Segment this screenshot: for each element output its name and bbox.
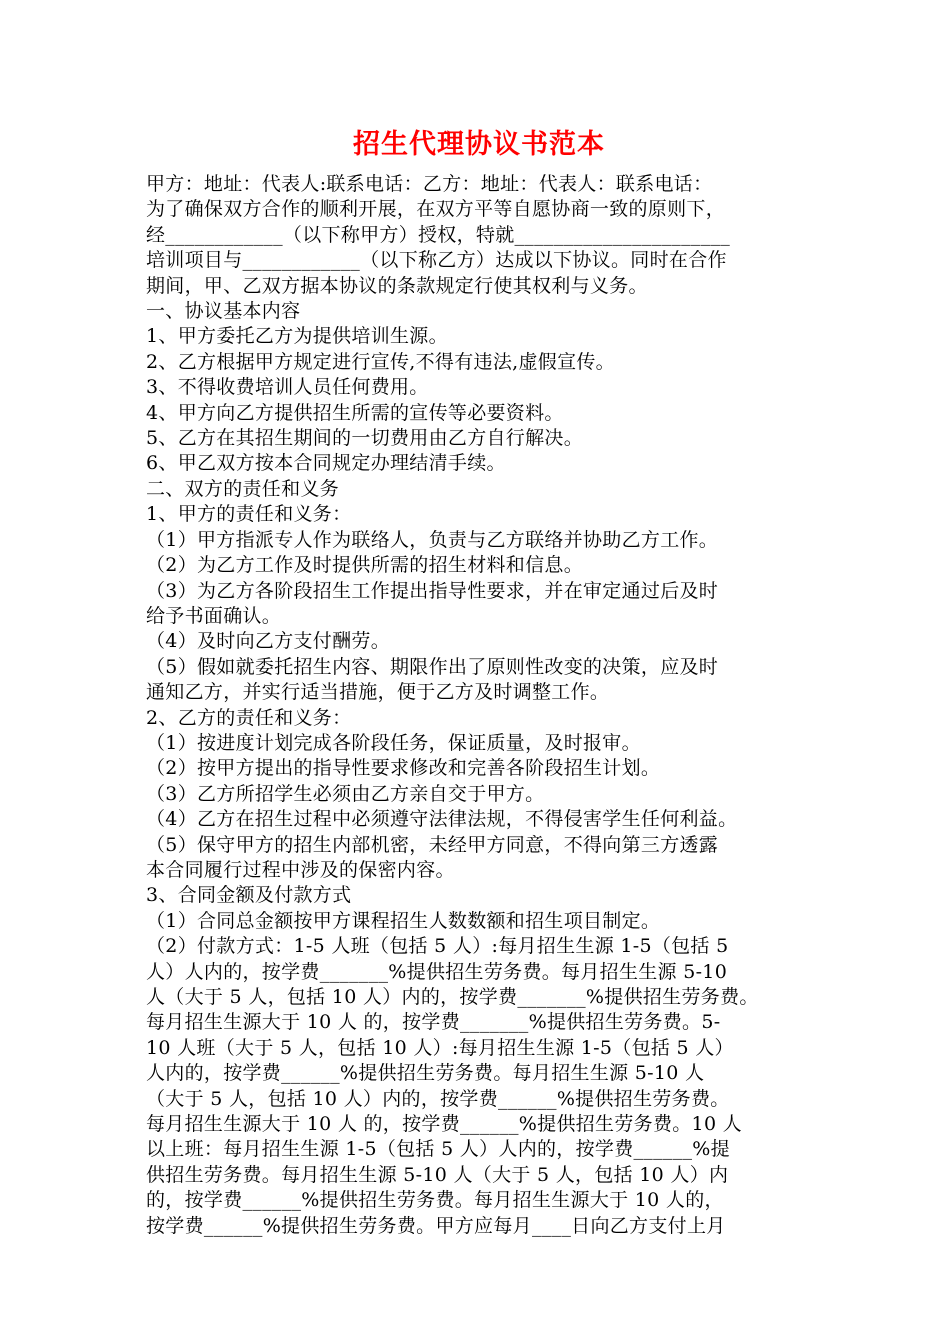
text-line: 4、甲方向乙方提供招生所需的宣传等必要资料。: [146, 401, 564, 424]
text-line: 5、乙方在其招生期间的一切费用由乙方自行解决。: [146, 427, 583, 450]
text-line: 通知乙方，并实行适当措施，便于乙方及时调整工作。: [146, 681, 610, 704]
text-line: 为了确保双方合作的顺利开展，在双方平等自愿协商一致的原则下，: [146, 198, 726, 221]
text-line: （2）为乙方工作及时提供所需的招生材料和信息。: [146, 554, 583, 577]
text-line: 2、乙方的责任和义务：: [146, 706, 352, 729]
text-line: 人内的，按学费______%提供招生劳务费。每月招生生源 5-10 人: [146, 1062, 705, 1085]
document-body: [146, 172, 812, 1239]
text-line: 供招生劳务费。每月招生生源 5-10 人（大于 5 人，包括 10 人）内: [146, 1163, 729, 1186]
text-line: （1）按进度计划完成各阶段任务，保证质量，及时报审。: [146, 731, 641, 754]
text-line: 1、甲方的责任和义务：: [146, 503, 352, 526]
text-line: 期间，甲、乙双方据本协议的条款规定行使其权利与义务。: [146, 274, 648, 297]
text-line: 2、乙方根据甲方规定进行宣传,不得有违法,虚假宣传。: [146, 350, 615, 373]
text-line: （4）乙方在招生过程中必须遵守法律法规，不得侵害学生任何利益。: [146, 808, 738, 831]
text-line: 1、甲方委托乙方为提供培训生源。: [146, 325, 448, 348]
document-title: 招生代理协议书范本: [353, 129, 605, 160]
text-line: （3）乙方所招学生必须由乙方亲自交于甲方。: [146, 782, 545, 805]
text-line: 人）人内的，按学费_______%提供招生劳务费。每月招生生源 5-10: [146, 960, 728, 983]
text-line: 经____________（以下称甲方）授权，特就______________________: [146, 223, 731, 246]
text-line: 给予书面确认。: [146, 604, 282, 627]
text-line: 按学费______%提供招生劳务费。甲方应每月____日向乙方支付上月: [146, 1214, 726, 1237]
text-line: 6、甲乙双方按本合同规定办理结清手续。: [146, 452, 506, 475]
text-line: （5）假如就委托招生内容、期限作出了原则性改变的决策，应及时: [146, 655, 719, 678]
text-line: （1）甲方指派专人作为联络人，负责与乙方联络并协助乙方工作。: [146, 528, 719, 551]
text-line: 10 人班（大于 5 人，包括 10 人）:每月招生生源 1-5（包括 5 人）: [146, 1036, 734, 1059]
text-line: 以上班：每月招生生源 1-5（包括 5 人）人内的，按学费______%提: [146, 1138, 730, 1161]
text-line: 的，按学费______%提供招生劳务费。每月招生生源大于 10 人的，: [146, 1189, 724, 1212]
text-line: 每月招生生源大于 10 人 的，按学费_______%提供招生劳务费。5-: [146, 1011, 721, 1034]
text-line: 每月招生生源大于 10 人 的，按学费______%提供招生劳务费。10 人: [146, 1113, 742, 1136]
text-line: 甲方：地址：代表人:联系电话：乙方：地址：代表人：联系电话：: [146, 173, 713, 195]
text-line: 二、双方的责任和义务: [146, 477, 340, 500]
text-line: （1）合同总金额按甲方课程招生人数数额和招生项目制定。: [146, 909, 661, 932]
text-line: 3、不得收费培训人员任何费用。: [146, 376, 429, 399]
text-line: 本合同履行过程中涉及的保密内容。: [146, 858, 455, 881]
text-line: （5）保守甲方的招生内部机密，未经甲方同意，不得向第三方透露: [146, 833, 719, 856]
text-line: （2）付款方式：1-5 人班（包括 5 人）:每月招生生源 1-5（包括 5: [146, 935, 729, 958]
text-line: 3、合同金额及付款方式: [146, 884, 352, 907]
text-line: （3）为乙方各阶段招生工作提出指导性要求，并在审定通过后及时: [146, 579, 719, 602]
text-line: （大于 5 人，包括 10 人）内的，按学费______%提供招生劳务费。: [146, 1087, 730, 1110]
text-line: 培训项目与____________（以下称乙方）达成以下协议。同时在合作: [146, 249, 727, 272]
text-line: （2）按甲方提出的指导性要求修改和完善各阶段招生计划。: [146, 757, 661, 780]
text-line: 一、协议基本内容: [146, 300, 301, 323]
text-line: 人（大于 5 人，包括 10 人）内的，按学费_______%提供招生劳务费。: [146, 986, 759, 1008]
text-line: （4）及时向乙方支付酬劳。: [146, 630, 390, 653]
